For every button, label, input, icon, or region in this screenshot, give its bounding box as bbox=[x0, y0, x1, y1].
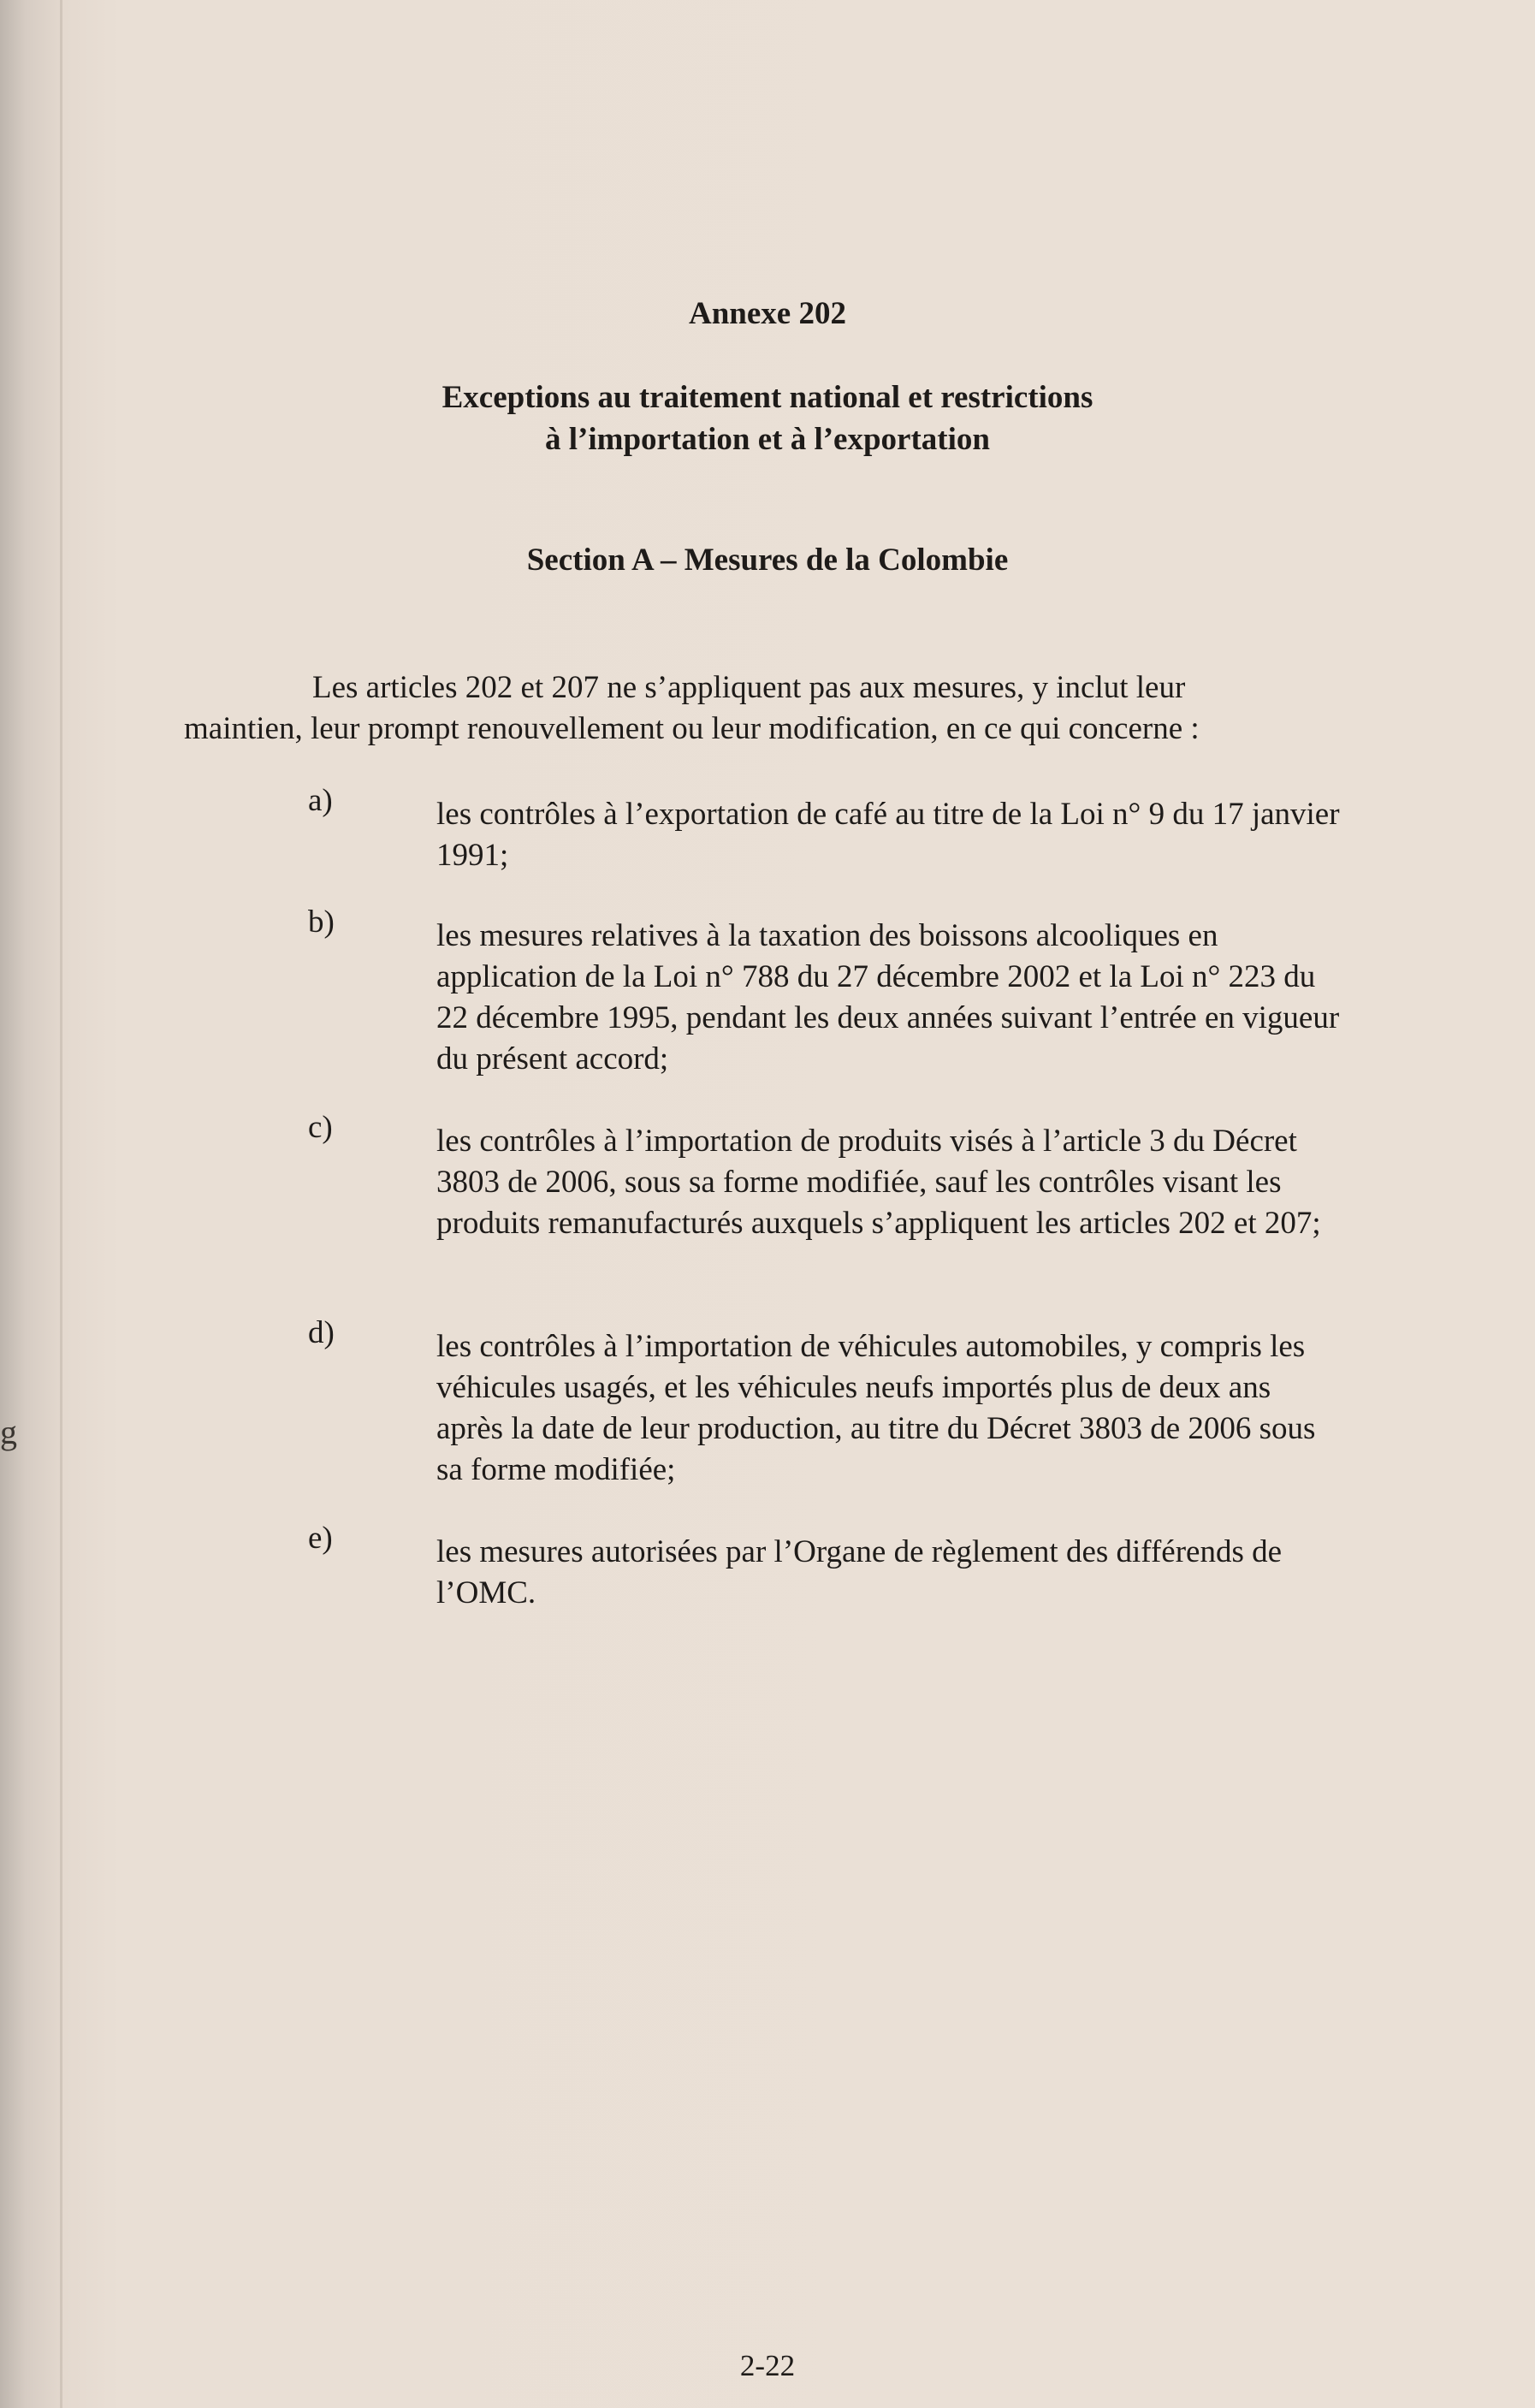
list-item-text: les contrôles à l’importation de véhicules automobiles, y compris les véhicules usagés, et les véhicules neufs importés plus de deux ans après la date de leur production, au titre du Décret 3803 de 2006 sous sa forme modifiée; bbox=[436, 1329, 1316, 1487]
list-item-letter: b) bbox=[308, 904, 335, 940]
page-number: 2-22 bbox=[739, 2349, 796, 2382]
intro-paragraph bbox=[184, 667, 1356, 750]
list-item-letter: d) bbox=[308, 1315, 335, 1350]
annex-title: Annexe 202 bbox=[689, 296, 846, 331]
heading-line-1: Exceptions au traitement national et restrictions bbox=[442, 380, 1093, 415]
margin-glyph: g bbox=[0, 1413, 17, 1451]
list-item-text: les mesures autorisées par l’Organe de règlement des différends de l’OMC. bbox=[436, 1534, 1283, 1610]
heading-line-2: à l’importation et à l’exportation bbox=[545, 422, 990, 457]
list-item-letter: c) bbox=[308, 1110, 333, 1145]
heading bbox=[0, 377, 1535, 460]
page-spine-shadow bbox=[60, 0, 62, 2408]
list-item-letter: a) bbox=[308, 783, 333, 818]
list-item-text: les mesures relatives à la taxation des boissons alcooliques en application de la Loi n° 788 du 27 décembre 2002 et la Loi n° 223 du 22 décembre 1995, pendant les deux années suivant l’entrée en vigueur du présent accord; bbox=[436, 918, 1340, 1076]
section-title: Section A – Mesures de la Colombie bbox=[526, 543, 1009, 578]
list-item-text: les contrôles à l’exportation de café au titre de la Loi n° 9 du 17 janvier 1991; bbox=[436, 797, 1340, 873]
intro-line-2: maintien, leur prompt renouvellement ou leur modification, en ce qui concerne : bbox=[184, 711, 1200, 746]
list-item-letter: e) bbox=[308, 1521, 333, 1556]
intro-line-1: Les articles 202 et 207 ne s’appliquent pas aux mesures, y inclut leur bbox=[312, 670, 1186, 705]
list-item-text: les contrôles à l’importation de produits visés à l’article 3 du Décret 3803 de 2006, sous sa forme modifiée, sauf les contrôles visant les produits remanufacturés auxquels s’appliquent les articles 202 et 207; bbox=[436, 1124, 1321, 1241]
